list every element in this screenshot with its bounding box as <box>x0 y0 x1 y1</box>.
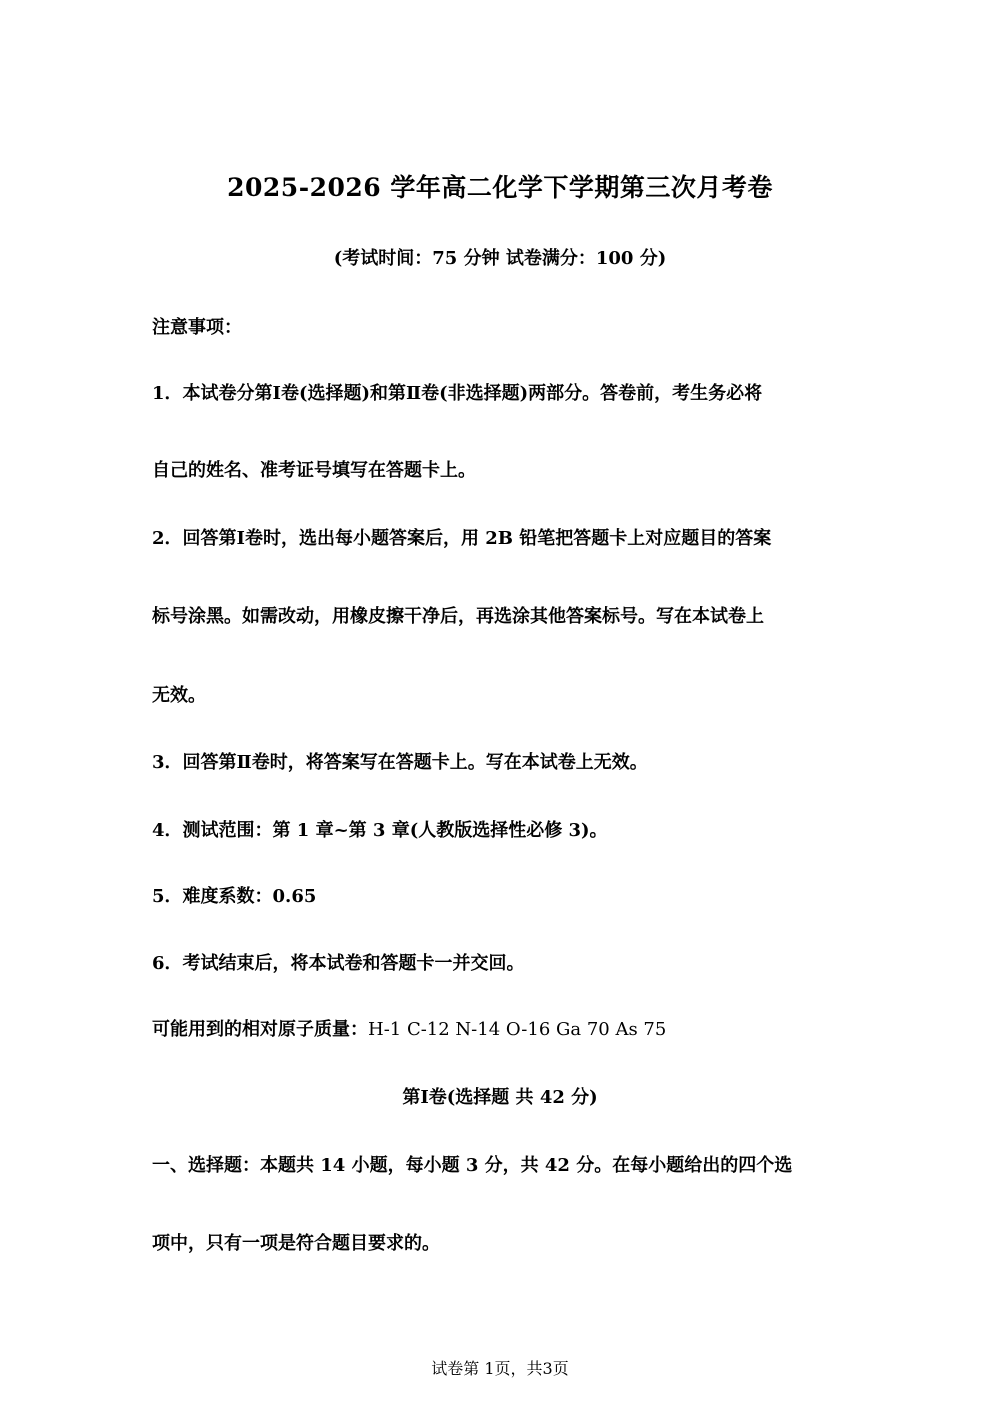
note-line-5: 5．难度系数：0.65 <box>152 886 317 907</box>
note-line-1: 1．本试卷分第Ⅰ卷(选择题)和第Ⅱ卷(非选择题)两部分。答卷前，考生务必将 <box>152 383 763 404</box>
atomic-mass-line <box>152 1015 666 1041</box>
note-line-6: 6．考试结束后，将本试卷和答题卡一并交回。 <box>152 953 525 974</box>
exam-time-score: (考试时间：75 分钟 试卷满分：100 分) <box>333 248 667 269</box>
atomic-mass-values: H-1 C-12 N-14 O-16 Ga 70 As 75 <box>368 1019 667 1040</box>
note-line-4: 4．测试范围：第 1 章~第 3 章(人教版选择性必修 3)。 <box>152 820 608 841</box>
note-line-2: 2．回答第Ⅰ卷时，选出每小题答案后，用 2B 铅笔把答题卡上对应题目的答案 <box>152 528 772 549</box>
exam-title: 2025-2026 学年高二化学下学期第三次月考卷 <box>227 173 773 202</box>
notes-heading: 注意事项： <box>152 317 242 338</box>
page-footer: 试卷第 1页，共3页 <box>431 1359 569 1378</box>
note-line-3: 3．回答第Ⅱ卷时，将答案写在答题卡上。写在本试卷上无效。 <box>152 752 648 773</box>
atomic-mass-label: 可能用到的相对原子质量： <box>152 1019 368 1040</box>
note-line-1-cont: 自己的姓名、准考证号填写在答题卡上。 <box>152 460 476 481</box>
note-line-2-cont: 标号涂黑。如需改动，用橡皮擦干净后，再选涂其他答案标号。写在本试卷上 <box>152 606 764 627</box>
section-instruction-2: 项中，只有一项是符合题目要求的。 <box>152 1233 440 1254</box>
section-heading: 第Ⅰ卷(选择题 共 42 分) <box>402 1087 598 1108</box>
note-line-2-end: 无效。 <box>152 685 206 706</box>
section-instruction-1: 一、选择题：本题共 14 小题，每小题 3 分，共 42 分。在每小题给出的四个选 <box>152 1155 793 1176</box>
